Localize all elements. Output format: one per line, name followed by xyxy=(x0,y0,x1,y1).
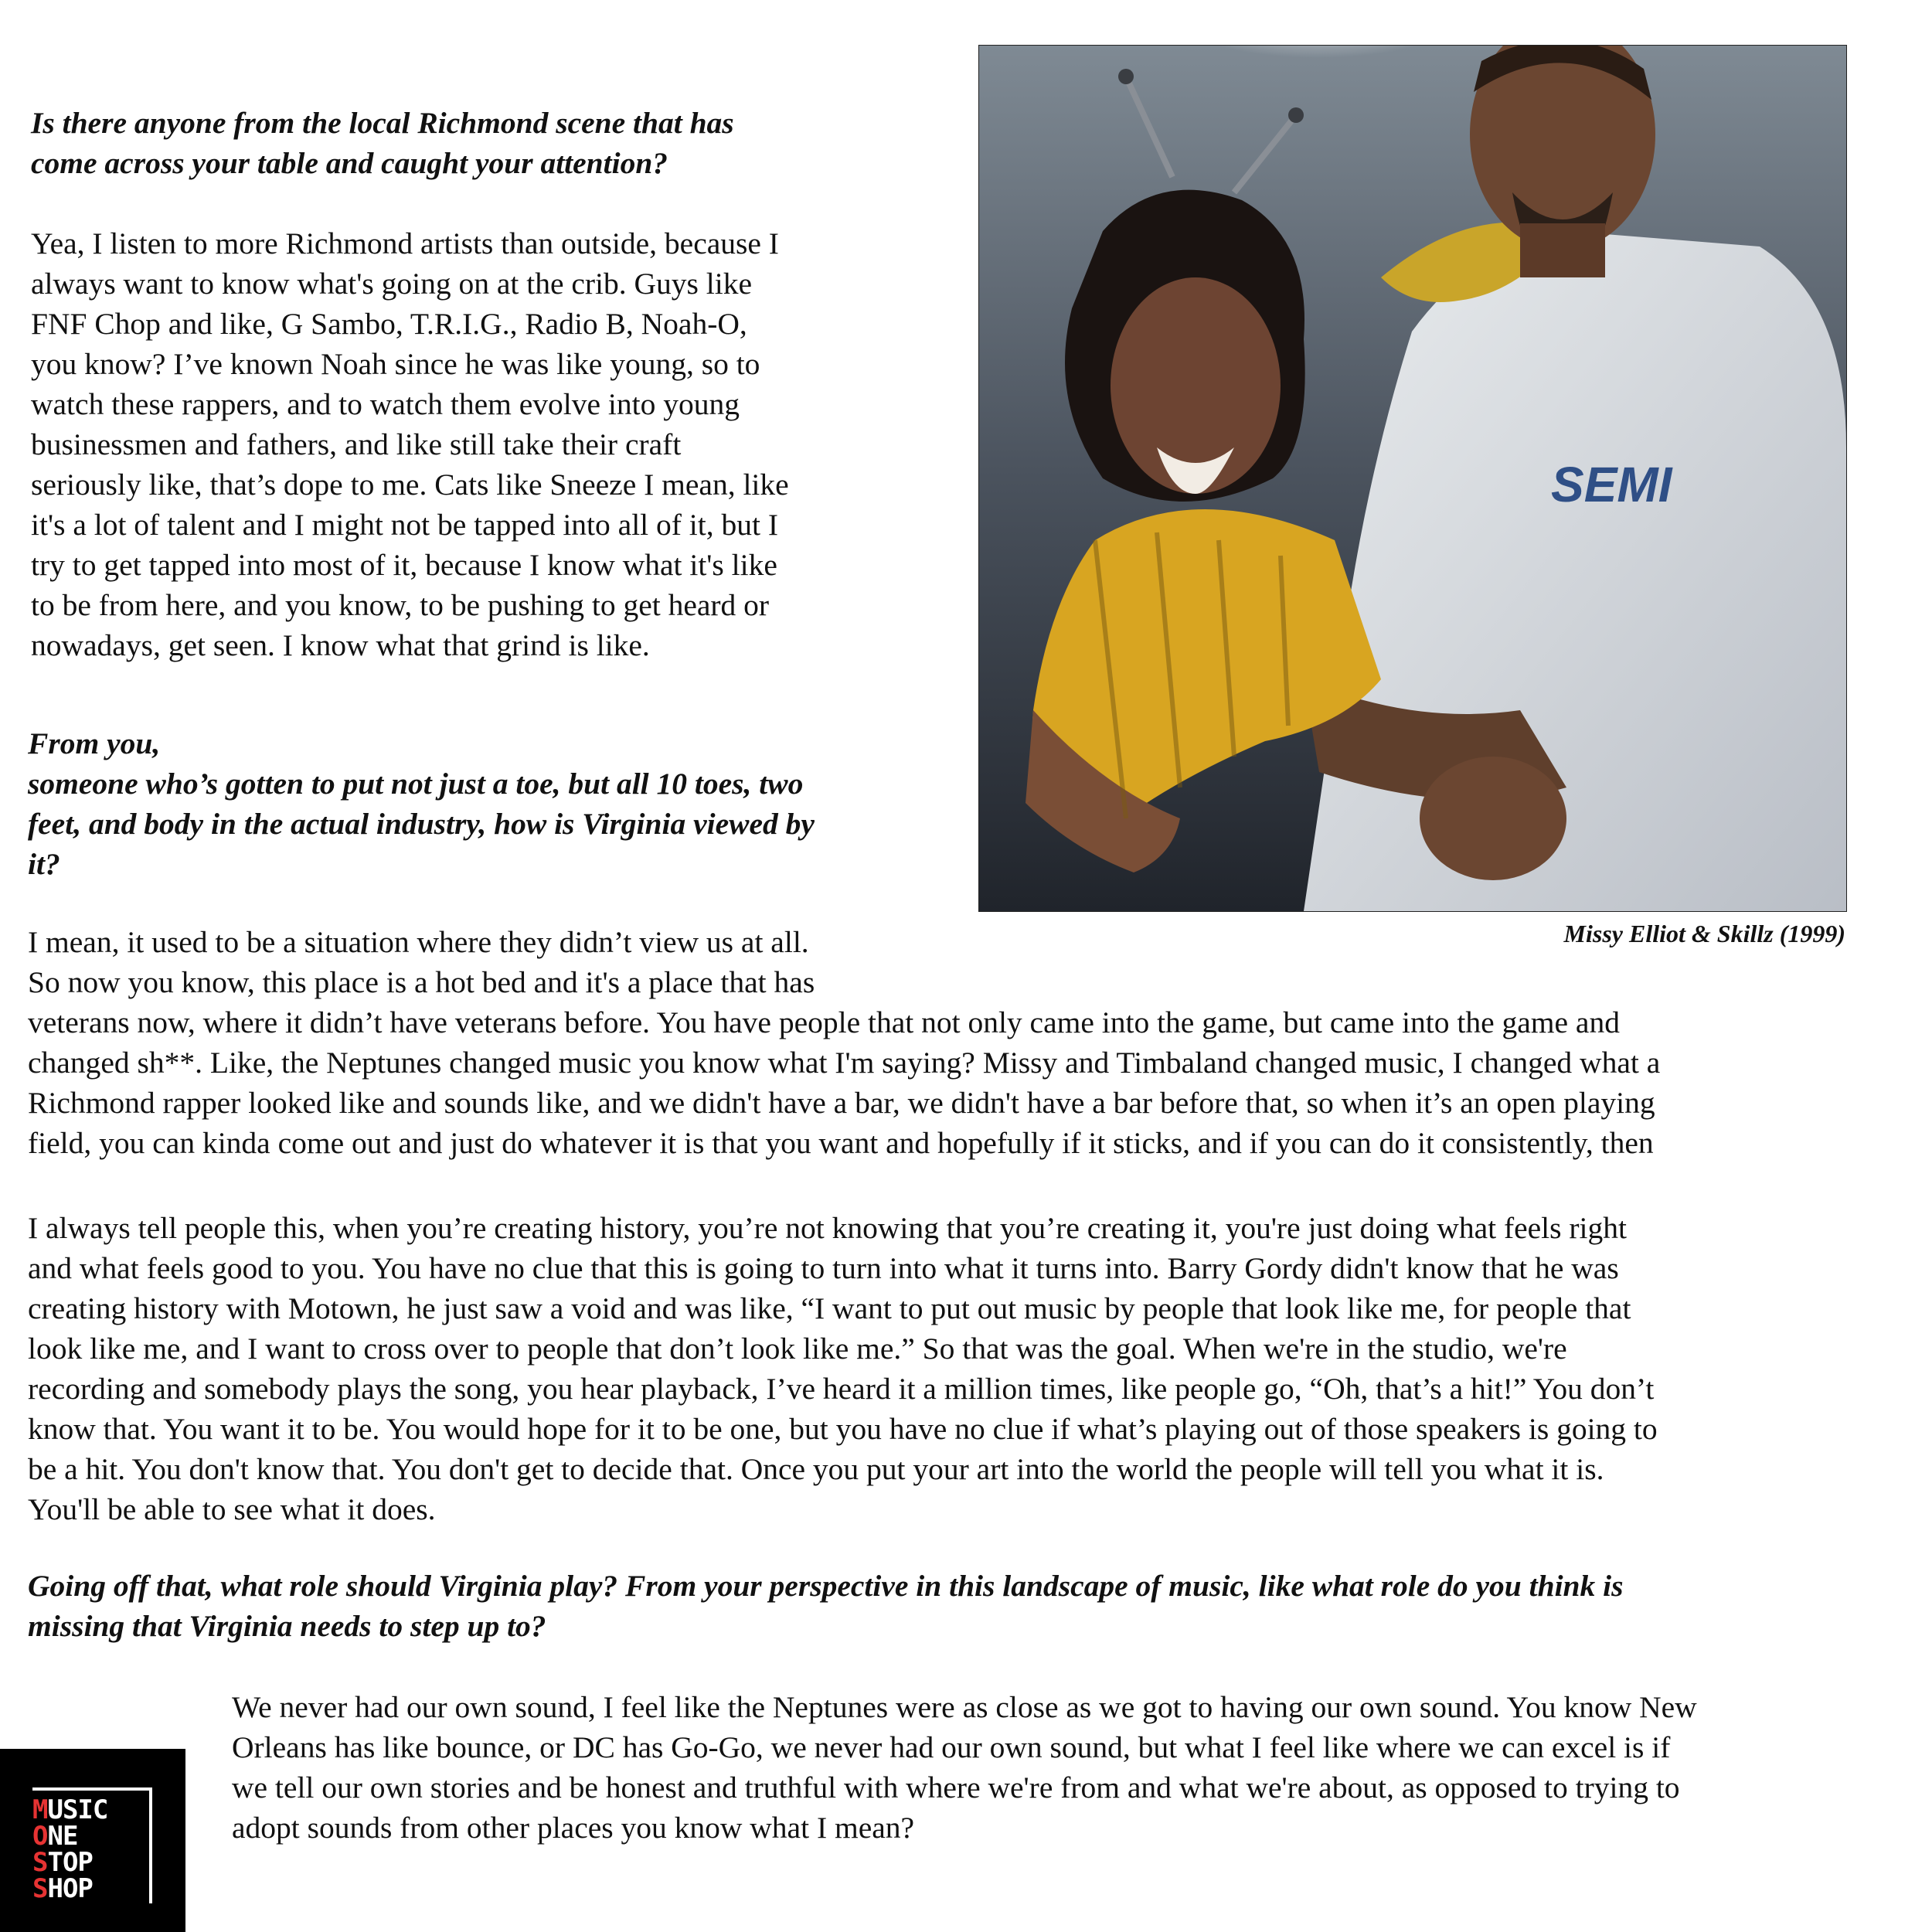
logo-text: USIC xyxy=(47,1794,108,1825)
question-line: Going off that, what role should Virginia play? From your perspective in this landscape of music, like what role do you think is xyxy=(28,1569,1624,1603)
answer-line: We never had our own sound, I feel like the Neptunes were as close as we got to having our own sound. You know New xyxy=(232,1690,1697,1724)
answer-line: FNF Chop and like, G Sambo, T.R.I.G., Radio B, Noah-O, xyxy=(31,307,747,341)
answer-line: So now you know, this place is a hot bed and it's a place that has xyxy=(28,965,815,999)
answer-richmond-artists xyxy=(31,223,789,665)
logo-text: HOP xyxy=(47,1873,93,1904)
answer-line: and what feels good to you. You have no clue that this is going to turn into what it turns into. Barry Gordy didn't know that he was xyxy=(28,1251,1619,1285)
logo-letter: S xyxy=(32,1847,48,1878)
question-line: missing that Virginia needs to step up to? xyxy=(28,1609,546,1643)
answer-line: veterans now, where it didn’t have veterans before. You have people that not only came into the game, but came into the game and xyxy=(28,1005,1620,1039)
answer-line: you know? I’ve known Noah since he was like young, so to xyxy=(31,347,760,381)
answer-line: creating history with Motown, he just saw a void and was like, “I want to put out music by people that look like me, for people that xyxy=(28,1291,1631,1325)
photo-illustration xyxy=(979,46,1846,911)
question-richmond-scene xyxy=(31,103,734,183)
logo-letter: M xyxy=(32,1794,48,1825)
answer-line: seriously like, that’s dope to me. Cats like Sneeze I mean, like xyxy=(31,468,789,502)
question-line: it? xyxy=(28,847,60,881)
photo-caption: Missy Elliot & Skillz (1999) xyxy=(1563,920,1845,947)
answer-line: I mean, it used to be a situation where they didn’t view us at all. xyxy=(28,925,809,959)
question-line: come across your table and caught your attention? xyxy=(31,146,668,180)
logo-word xyxy=(32,1873,93,1904)
answer-line: Yea, I listen to more Richmond artists than outside, because I xyxy=(31,226,779,260)
logo-word xyxy=(32,1821,78,1852)
answer-virginia-viewed xyxy=(28,922,1660,1163)
answer-line: watch these rappers, and to watch them evolve into young xyxy=(31,387,740,421)
question-line: someone who’s gotten to put not just a toe, but all 10 toes, two xyxy=(28,767,804,801)
answer-line: look like me, and I want to cross over to people that don’t look like me.” So that was the goal. When we're in the studio, we're xyxy=(28,1332,1567,1366)
question-line: Is there anyone from the local Richmond scene that has xyxy=(31,106,734,140)
answer-line: I always tell people this, when you’re creating history, you’re not knowing that you’re creating it, you're just doing what feels right xyxy=(28,1211,1627,1245)
answer-line: it's a lot of talent and I might not be tapped into all of it, but I xyxy=(31,508,778,542)
music-one-stop-shop-logo xyxy=(0,1749,185,1932)
logo-text: TOP xyxy=(47,1847,93,1878)
answer-line: Richmond rapper looked like and sounds like, and we didn't have a bar, we didn't have a bar before that, so when it’s an open playing xyxy=(28,1086,1655,1120)
logo-letter: S xyxy=(32,1873,48,1904)
answer-line: recording and somebody plays the song, you hear playback, I’ve heard it a million times, like people go, “Oh, that’s a hit!” You don’t xyxy=(28,1372,1655,1406)
logo-word xyxy=(32,1794,108,1825)
answer-line: we tell our own stories and be honest and truthful with where we're from and what we're about, as opposed to trying to xyxy=(232,1770,1680,1804)
answer-line: always want to know what's going on at the crib. Guys like xyxy=(31,267,753,301)
answer-line: nowadays, get seen. I know what that grind is like. xyxy=(31,628,650,662)
logo-word xyxy=(32,1849,93,1876)
question-virginia-role xyxy=(28,1566,1624,1646)
answer-line: Orleans has like bounce, or DC has Go-Go, we never had our own sound, but what I feel like where we can excel is if xyxy=(232,1730,1671,1764)
answer-virginia-role xyxy=(232,1687,1697,1848)
logo-letter: O xyxy=(32,1821,48,1852)
answer-line: field, you can kinda come out and just do whatever it is that you want and hopefully if it sticks, and if you can do it consistently, then xyxy=(28,1126,1654,1160)
question-virginia-viewed xyxy=(28,723,815,884)
shirt-text: SEMI xyxy=(1551,457,1672,512)
answer-creating-history xyxy=(28,1208,1658,1529)
answer-line: businessmen and fathers, and like still take their craft xyxy=(31,427,682,461)
missy-elliot-skillz-photo xyxy=(978,45,1847,912)
answer-line: try to get tapped into most of it, because I know what it's like xyxy=(31,548,777,582)
logo-text: NE xyxy=(47,1821,78,1852)
answer-line: know that. You want it to be. You would hope for it to be one, but you have no clue if what’s playing out of those speakers is going to xyxy=(28,1412,1658,1446)
answer-line: You'll be able to see what it does. xyxy=(28,1492,436,1526)
answer-line: changed sh**. Like, the Neptunes changed music you know what I'm saying? Missy and Timbaland changed music, I changed what a xyxy=(28,1046,1661,1080)
question-line: From you, xyxy=(28,726,161,760)
answer-line: be a hit. You don't know that. You don't get to decide that. Once you put your art into the world the people will tell you what it is. xyxy=(28,1452,1604,1486)
question-line: feet, and body in the actual industry, how is Virginia viewed by xyxy=(28,807,815,841)
answer-line: to be from here, and you know, to be pushing to get heard or xyxy=(31,588,770,622)
answer-line: adopt sounds from other places you know what I mean? xyxy=(232,1811,915,1845)
